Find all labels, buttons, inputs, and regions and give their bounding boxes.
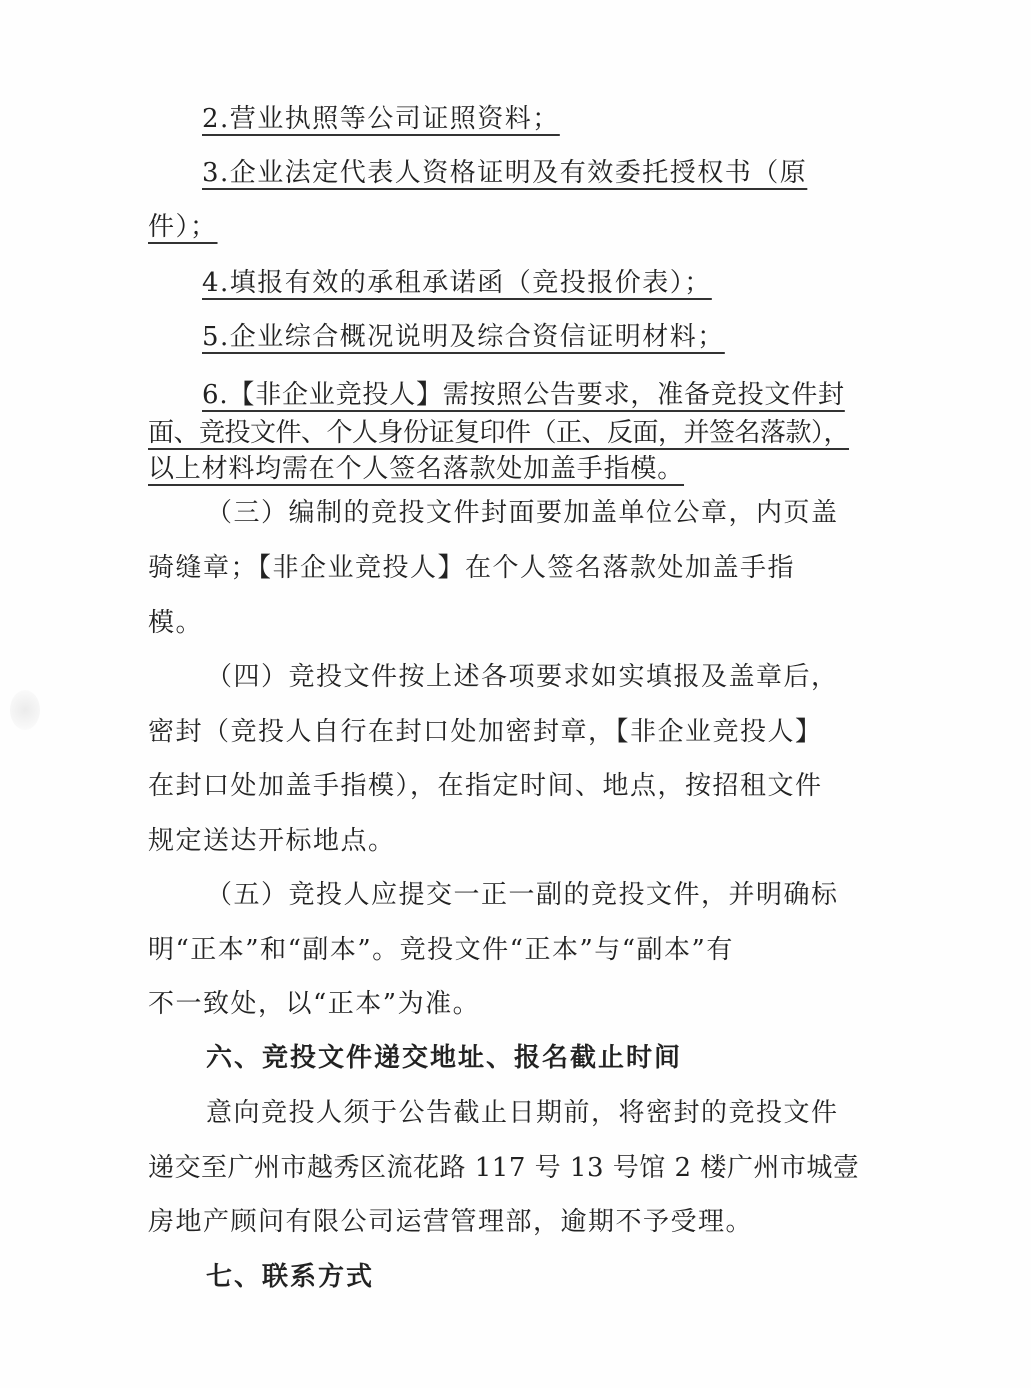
section-4-line3: 在封口处加盖手指模），在指定时间、地点，按招租文件 — [148, 771, 823, 801]
section-4-line2: 密封（竞投人自行在封口处加密封章，【非企业竞投人】 — [148, 717, 823, 747]
item-3-legal-rep-line2: 件）； — [148, 212, 218, 242]
heading-6: 六、竞投文件递交地址、报名截止时间 — [206, 1043, 683, 1073]
item-2-business-license: 2.营业执照等公司证照资料； — [202, 104, 560, 134]
section-6-line2: 递交至广州市越秀区流花路 117 号 13 号馆 2 楼广州市城壹 — [148, 1153, 860, 1183]
section-4-line1: （四）竞投文件按上述各项要求如实填报及盖章后， — [206, 662, 839, 692]
section-5-line3: 不一致处，以“正本”为准。 — [148, 989, 481, 1019]
section-3-line3: 模。 — [148, 608, 204, 638]
item-4-commitment-letter: 4.填报有效的承租承诺函（竞投报价表）； — [202, 268, 712, 298]
section-3-line2: 骑缝章；【非企业竞投人】在个人签名落款处加盖手指 — [148, 553, 796, 583]
item-6-line1: 6.【非企业竞投人】需按照公告要求，准备竞投文件封 — [202, 380, 845, 410]
item-6-line2: 面、竞投文件、个人身份证复印件（正、反面，并签名落款）， — [148, 418, 850, 448]
item-6-line3: 以上材料均需在个人签名落款处加盖手指模。 — [148, 454, 685, 484]
section-6-line1: 意向竞投人须于公告截止日期前，将密封的竞投文件 — [206, 1098, 839, 1128]
heading-7: 七、联系方式 — [206, 1262, 375, 1292]
section-4-line4: 规定送达开标地点。 — [148, 826, 396, 856]
scan-smudge — [10, 690, 40, 730]
item-3-legal-rep-line1: 3.企业法定代表人资格证明及有效委托授权书（原 — [202, 158, 808, 188]
section-5-line2: 明“正本”和“副本”。竞投文件“正本”与“副本”有 — [148, 935, 734, 965]
item-5-company-overview: 5.企业综合概况说明及综合资信证明材料； — [202, 322, 725, 352]
section-6-line3: 房地产顾问有限公司运营管理部，逾期不予受理。 — [148, 1207, 754, 1237]
section-3-line1: （三）编制的竞投文件封面要加盖单位公章，内页盖 — [206, 498, 839, 528]
section-5-line1: （五）竞投人应提交一正一副的竞投文件，并明确标 — [206, 880, 839, 910]
